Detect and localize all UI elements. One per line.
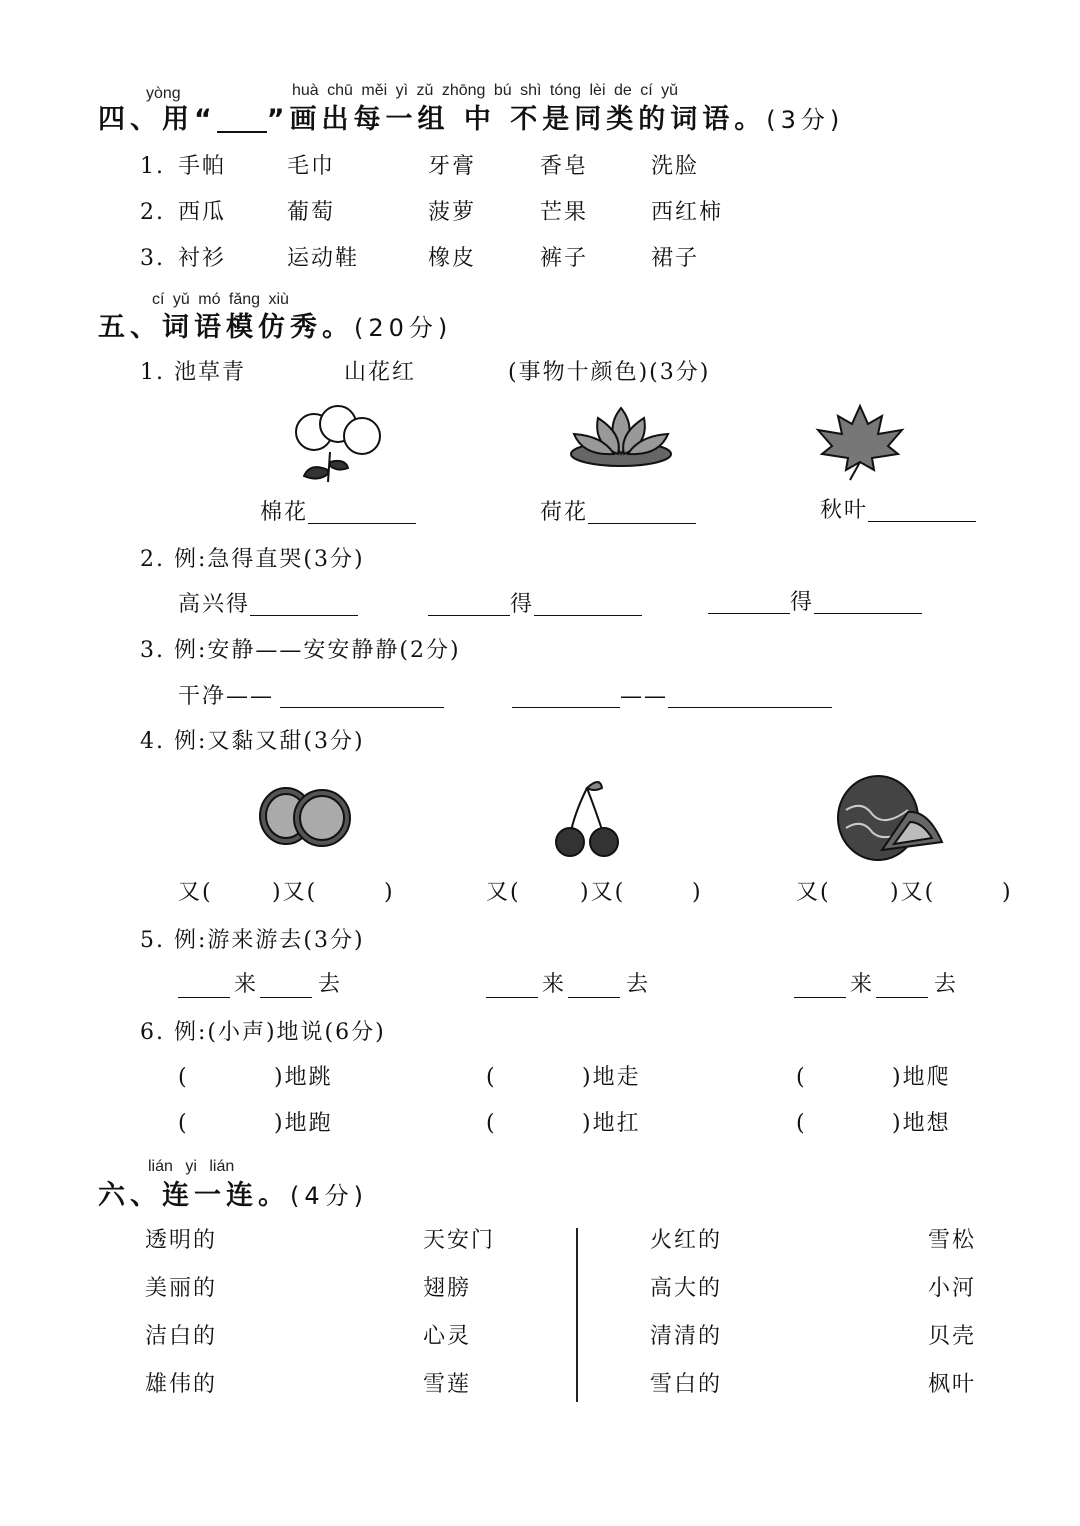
item-label: 棉花 [260,500,309,525]
item-label: 荷花 [540,500,589,525]
paren-open: ( [486,1065,497,1090]
you-text: )又( [580,880,626,905]
row-number: 2. [140,200,165,225]
word-option[interactable]: 西瓜 [178,200,227,225]
answer-blank[interactable] [260,976,312,998]
match-item[interactable]: 雪莲 [423,1372,472,1397]
answer-blank[interactable] [868,501,976,522]
pinyin: huà chū měi yì zǔ zhōng bú shì tóng lèi de cí yǔ [292,82,678,99]
q1-answer-2 [540,502,696,524]
word-option[interactable]: 香皂 [540,154,589,179]
q1-example: 山花红 [344,360,417,385]
maple-leaf-icon [810,402,910,482]
q1-hint: (事物十颜色)(3分) [508,360,711,385]
item-label: 得 [790,590,815,615]
match-item[interactable]: 心灵 [423,1324,472,1349]
paren-open: ( [486,1111,497,1136]
score: (3分) [766,106,845,134]
score: (20分) [354,314,453,342]
match-item[interactable]: 贝壳 [928,1324,977,1349]
qu-text: 去 [934,972,959,997]
word-option[interactable]: 牙膏 [428,154,477,179]
pinyin: yòng [146,85,181,102]
q3-label: 3. 例:安静——安安静静(2分) [140,638,461,663]
you-text: )又( [890,880,936,905]
word-option[interactable]: 芒果 [540,200,589,225]
section-5-title [98,314,452,341]
q3-row [178,686,444,708]
lai-text: 来 [234,972,259,997]
q6-item: )地扛 [582,1111,641,1136]
lai-text: 来 [850,972,875,997]
match-item[interactable]: 雪白的 [650,1372,723,1397]
word-option[interactable]: 手帕 [178,154,227,179]
word-option[interactable]: 橡皮 [428,246,477,271]
word-option[interactable]: 西红柿 [651,200,724,225]
q4-label: 4. 例:又黏又甜(3分) [140,729,365,754]
answer-blank[interactable] [568,976,620,998]
q5-label: 5. 例:游来游去(3分) [140,928,365,953]
answer-blank[interactable] [668,687,832,708]
paren-close: ) [384,880,395,905]
pinyin: cí yǔ mó fǎng xiù [152,291,289,308]
item-label: 高兴得 [178,592,251,617]
q6-item: )地跑 [274,1111,333,1136]
match-item[interactable]: 高大的 [650,1276,723,1301]
section-6-title [98,1182,368,1209]
q6-item: )地爬 [892,1065,951,1090]
orange-icon [256,786,356,848]
paren-open: ( [178,1111,189,1136]
row-number: 3. [140,246,165,271]
section-4-title [98,106,844,133]
match-item[interactable]: 小河 [928,1276,977,1301]
answer-blank[interactable] [428,595,510,616]
item-label: 得 [510,592,535,617]
answer-blank[interactable] [588,503,696,524]
word-option[interactable]: 洗脸 [651,154,700,179]
q1-answer-1 [260,502,416,524]
q6-item: )地想 [892,1111,951,1136]
match-item[interactable]: 天安门 [423,1228,496,1253]
answer-blank[interactable] [794,976,846,998]
q3-row [512,686,832,708]
qu-text: 去 [626,972,651,997]
match-item[interactable]: 洁白的 [145,1324,218,1349]
word-option[interactable]: 裤子 [540,246,589,271]
paren-close: ) [1002,880,1013,905]
match-item[interactable]: 枫叶 [928,1372,977,1397]
word-option[interactable]: 菠萝 [428,200,477,225]
match-item[interactable]: 雪松 [928,1228,977,1253]
q1-answer-3 [820,500,976,522]
word-option[interactable]: 毛巾 [287,154,336,179]
answer-blank[interactable] [814,593,922,614]
item-label: 秋叶 [820,498,869,523]
qu-text: 去 [318,972,343,997]
answer-blank[interactable] [534,595,642,616]
dash: —— [620,684,668,709]
paren-open: ( [796,1111,807,1136]
answer-blank[interactable] [708,593,790,614]
you-text: 又( [486,880,521,905]
word-option[interactable]: 衬衫 [178,246,227,271]
title-text: ”画出每一组 中 不是同类的词语。 [266,104,767,135]
q1-label: 1. 池草青 [140,360,246,385]
title-text: 五、词语模仿秀。 [98,312,354,343]
you-text: )又( [272,880,318,905]
you-text: 又( [178,880,213,905]
cotton-flower-icon [290,402,390,486]
watermelon-icon [832,770,950,864]
answer-blank[interactable] [486,976,538,998]
match-item[interactable]: 翅膀 [423,1276,472,1301]
you-text: 又( [796,880,831,905]
q6-label: 6. 例:(小声)地说(6分) [140,1020,386,1045]
underline-sample [217,111,267,133]
paren-open: ( [178,1065,189,1090]
match-item[interactable]: 火红的 [650,1228,723,1253]
q2-row [428,594,642,616]
answer-blank[interactable] [280,687,444,708]
item-label: 干净—— [178,684,275,709]
q6-item: )地走 [582,1065,641,1090]
title-text: 四、用“ [98,104,217,135]
word-option[interactable]: 裙子 [651,246,700,271]
column-divider [576,1228,578,1402]
match-item[interactable]: 雄伟的 [145,1372,218,1397]
cherry-icon [552,774,622,858]
row-number: 1. [140,154,165,179]
answer-blank[interactable] [308,503,416,524]
title-text: 六、连一连。 [98,1180,290,1211]
paren-open: ( [796,1065,807,1090]
q6-item: )地跳 [274,1065,333,1090]
q2-row [178,594,358,616]
match-item[interactable]: 清清的 [650,1324,723,1349]
answer-blank[interactable] [876,976,928,998]
q2-row [708,592,922,614]
paren-close: ) [692,880,703,905]
lotus-icon [568,404,674,470]
q2-label: 2. 例:急得直哭(3分) [140,547,365,572]
answer-blank[interactable] [512,687,620,708]
answer-blank[interactable] [178,976,230,998]
match-item[interactable]: 透明的 [145,1228,218,1253]
pinyin: lián yi lián [148,1158,235,1175]
match-item[interactable]: 美丽的 [145,1276,218,1301]
score: (4分) [290,1182,368,1210]
answer-blank[interactable] [250,595,358,616]
word-option[interactable]: 葡萄 [287,200,336,225]
lai-text: 来 [542,972,567,997]
word-option[interactable]: 运动鞋 [287,246,360,271]
